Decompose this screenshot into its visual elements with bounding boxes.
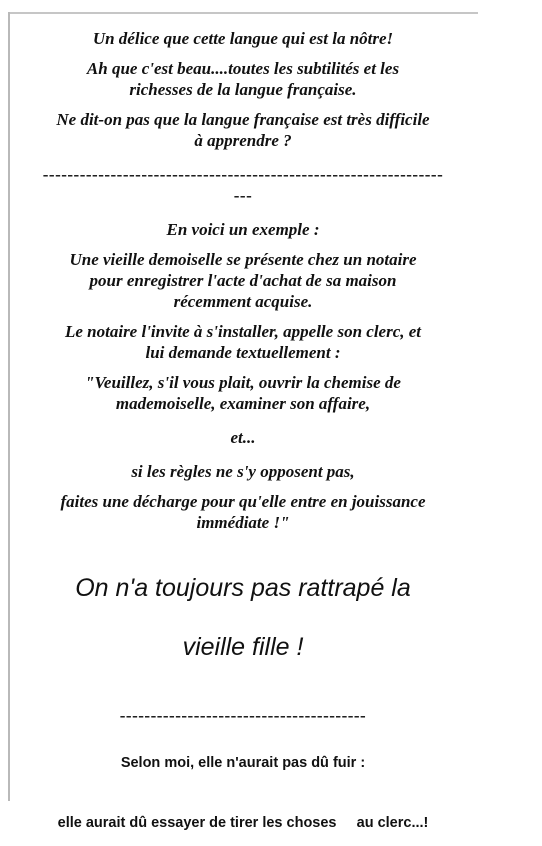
story-line-1c: récemment acquise. xyxy=(173,292,313,311)
example-heading: En voici un exemple : xyxy=(166,220,320,239)
intro-line-1: Un délice que cette langue qui est la nôtre! xyxy=(92,29,394,48)
frame-top-border xyxy=(8,12,478,14)
quote-line-4b: immédiate !" xyxy=(196,513,290,532)
separator-1-tail: --- xyxy=(233,186,253,205)
separator-2: ---------------------------------------- xyxy=(119,706,367,725)
quote-line-4a: faites une décharge pour qu'elle entre en jouissance xyxy=(60,492,426,511)
text-content xyxy=(12,28,474,846)
closing-line-2: elle aurait dû essayer de tirer les choses au clerc...! xyxy=(57,814,429,831)
intro-line-2b: richesses de la langue française. xyxy=(129,80,357,99)
punchline-b: vieille fille ! xyxy=(182,633,304,661)
story-line-2a: Le notaire l'invite à s'installer, appelle son clerc, et xyxy=(64,322,422,341)
story-line-2b: lui demande textuellement : xyxy=(145,343,341,362)
intro-line-2a: Ah que c'est beau....toutes les subtilités et les xyxy=(86,59,400,78)
quote-line-1a: "Veuillez, s'il vous plait, ouvrir la chemise de xyxy=(85,373,401,392)
story-line-1b: pour enregistrer l'acte d'achat de sa maison xyxy=(89,271,397,290)
intro-line-3a: Ne dit-on pas que la langue française est très difficile xyxy=(56,110,430,129)
quote-line-3: si les règles ne s'y opposent pas, xyxy=(131,462,355,481)
frame-left-border xyxy=(8,12,10,801)
intro-line-3b: à apprendre ? xyxy=(194,131,292,150)
quote-line-2: et... xyxy=(230,428,256,447)
separator-1: ----------------------------------------------------------------- xyxy=(42,165,444,184)
quote-line-1b: mademoiselle, examiner son affaire, xyxy=(115,394,371,413)
closing-line-1: Selon moi, elle n'aurait pas dû fuir : xyxy=(120,754,366,771)
story-line-1a: Une vieille demoiselle se présente chez un notaire xyxy=(69,250,417,269)
punchline-a: On n'a toujours pas rattrapé la xyxy=(75,574,411,602)
